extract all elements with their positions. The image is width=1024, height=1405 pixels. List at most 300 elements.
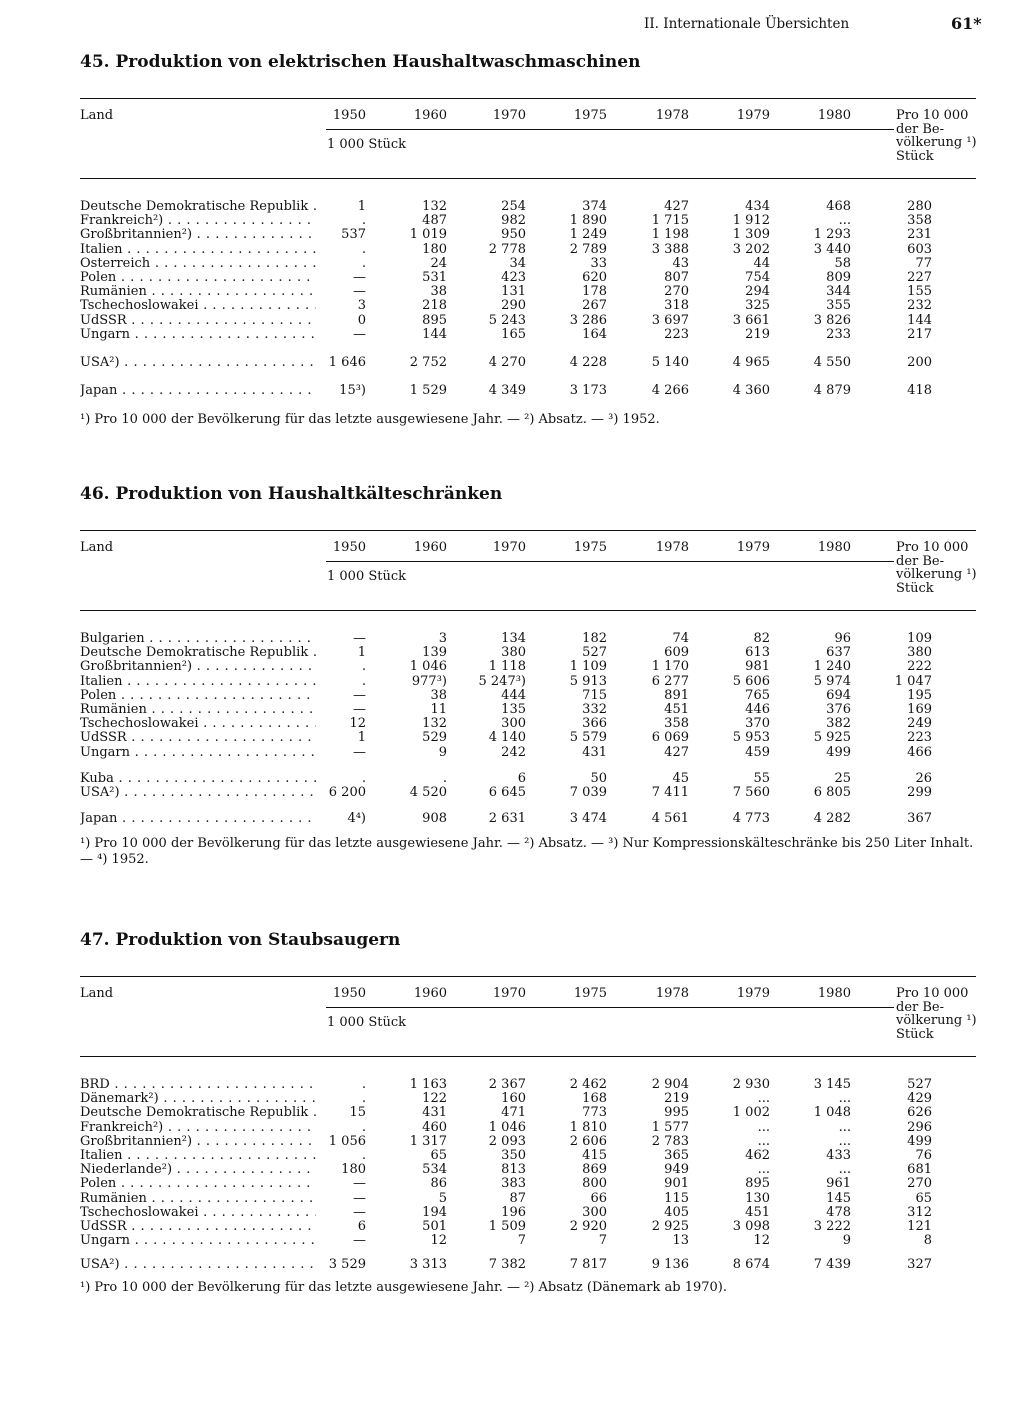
row-value: 6 069 <box>651 730 689 746</box>
row-value: 296 <box>907 1119 932 1135</box>
row-value: 65 <box>915 1190 932 1206</box>
table-row <box>80 675 976 689</box>
row-country: USA²) . . . <box>80 1258 316 1272</box>
row-value: 25 <box>834 770 851 786</box>
row-value: 3 529 <box>328 1257 366 1273</box>
column-header-year: 1975 <box>573 108 607 123</box>
row-value: 6 <box>517 770 526 786</box>
row-value: 9 <box>842 1233 851 1249</box>
row-value: 4 550 <box>813 355 851 370</box>
row-value: 222 <box>907 659 932 675</box>
row-value: 869 <box>582 1162 607 1178</box>
row-value: 4 773 <box>732 811 770 827</box>
row-value: — <box>353 1204 366 1220</box>
column-header-year: 1975 <box>573 540 607 555</box>
unit-label: 1 000 Stück <box>327 137 407 152</box>
row-value: 318 <box>664 298 689 314</box>
row-value: 374 <box>582 199 607 214</box>
table-row <box>80 1234 976 1248</box>
row-value: 169 <box>907 702 932 717</box>
row-value: 227 <box>907 270 932 285</box>
table-row <box>80 228 976 242</box>
row-value: 139 <box>422 645 447 661</box>
row-value: 217 <box>907 326 932 342</box>
column-header-land: Land <box>80 108 114 123</box>
row-value: 8 <box>923 1233 932 1249</box>
row-value: 5 579 <box>569 730 607 746</box>
row-value: 800 <box>582 1176 607 1192</box>
row-value: 977³) <box>411 673 447 689</box>
row-value: 5 606 <box>732 673 770 689</box>
table-row <box>80 299 976 313</box>
row-value: 1 056 <box>328 1133 366 1149</box>
table-title: 45. Produktion von elektrischen Haushaltwaschmaschinen <box>80 52 641 72</box>
row-value: 2 925 <box>651 1219 689 1234</box>
row-value: 895 <box>422 312 447 328</box>
row-country: Italien . . . <box>80 1149 316 1163</box>
row-value: 754 <box>745 270 770 285</box>
row-value: 478 <box>826 1204 851 1220</box>
row-value: 1 118 <box>488 659 526 675</box>
row-value: 5 953 <box>732 730 770 746</box>
row-value: 270 <box>907 1176 932 1192</box>
row-value: 380 <box>907 645 932 661</box>
row-value: 178 <box>582 284 607 300</box>
row-value: 4 282 <box>813 811 851 827</box>
row-value: 122 <box>422 1091 447 1107</box>
row-value: 87 <box>509 1190 526 1206</box>
row-value: ... <box>757 1119 770 1135</box>
row-value: ... <box>838 213 851 229</box>
column-header-per-capita: Pro 10 000 der Be- völkerung ¹) Stück <box>896 986 977 1042</box>
row-country: UdSSR . . . <box>80 731 316 745</box>
row-value: 165 <box>501 326 526 342</box>
table-row <box>80 1206 976 1220</box>
row-value: ... <box>757 1091 770 1107</box>
row-country: Frankreich²) . . . <box>80 214 316 228</box>
row-value: 460 <box>422 1119 447 1135</box>
row-value: 4 266 <box>651 383 689 399</box>
row-value: — <box>353 702 366 717</box>
row-value: 961 <box>826 1176 851 1192</box>
row-country: Niederlande²) . . . <box>80 1163 316 1177</box>
row-value: 160 <box>501 1091 526 1107</box>
table-1 <box>80 52 976 452</box>
table-row <box>80 1177 976 1191</box>
row-value: 5 925 <box>813 730 851 746</box>
table-row <box>80 746 976 760</box>
header-top-rule <box>80 98 976 99</box>
column-header-year: 1970 <box>492 986 526 1001</box>
table-row <box>80 1163 976 1177</box>
row-value: 195 <box>907 687 932 703</box>
row-value: 3 222 <box>813 1219 851 1234</box>
row-value: 376 <box>826 702 851 717</box>
row-value: — <box>353 326 366 342</box>
row-value: 949 <box>664 1162 689 1178</box>
row-value: 12 <box>430 1233 447 1249</box>
row-value: ... <box>757 1133 770 1149</box>
table-row <box>80 285 976 299</box>
row-value: 981 <box>745 659 770 675</box>
row-value: 232 <box>907 298 932 314</box>
row-value: — <box>353 631 366 646</box>
row-value: 9 136 <box>651 1257 689 1273</box>
row-value: 6 200 <box>328 785 366 800</box>
table-2 <box>80 484 976 876</box>
row-value: 3 145 <box>813 1077 851 1092</box>
table-row <box>80 717 976 731</box>
row-value: 4 879 <box>813 383 851 399</box>
row-value: 180 <box>341 1162 366 1178</box>
row-value: 1 240 <box>813 659 851 675</box>
row-value: 6 805 <box>813 785 851 800</box>
row-value: 1 249 <box>569 227 607 243</box>
row-value: . <box>361 213 366 229</box>
row-value: 254 <box>501 199 526 214</box>
column-header-land: Land <box>80 986 114 1001</box>
row-value: 807 <box>664 270 689 285</box>
row-value: 182 <box>582 631 607 646</box>
row-country: BRD . . . <box>80 1078 316 1092</box>
row-value: ... <box>838 1119 851 1135</box>
table-footnote: ¹) Pro 10 000 der Bevölkerung für das letzte ausgewiesene Jahr. — ²) Absatz (Dänemark ab 1970). <box>80 1280 727 1295</box>
row-value: 427 <box>664 744 689 760</box>
row-value: . <box>361 255 366 271</box>
row-value: 908 <box>422 811 447 827</box>
unit-label: 1 000 Stück <box>327 569 407 584</box>
row-country: Polen . . . <box>80 1177 316 1191</box>
row-value: 3 202 <box>732 241 770 257</box>
row-country: Großbritannien²) . . . <box>80 660 316 674</box>
row-value: 344 <box>826 284 851 300</box>
row-value: — <box>353 1233 366 1249</box>
row-value: 2 778 <box>488 241 526 257</box>
row-value: 300 <box>582 1204 607 1220</box>
row-value: 6 645 <box>488 785 526 800</box>
row-value: ... <box>838 1162 851 1178</box>
page-number: 61* <box>951 14 982 33</box>
row-value: 223 <box>907 730 932 746</box>
row-value: 471 <box>501 1105 526 1121</box>
row-value: 65 <box>430 1148 447 1163</box>
row-value: 3 <box>438 631 447 646</box>
row-value: 694 <box>826 687 851 703</box>
row-value: 33 <box>590 255 607 271</box>
row-country: Polen . . . <box>80 689 316 703</box>
row-value: 1 046 <box>488 1119 526 1135</box>
row-country: Rumänien . . . <box>80 703 316 717</box>
row-value: 223 <box>664 326 689 342</box>
row-value: 527 <box>907 1077 932 1092</box>
column-header-year: 1970 <box>492 108 526 123</box>
row-value: 4 561 <box>651 811 689 827</box>
row-value: 1 163 <box>409 1077 447 1092</box>
row-value: 4⁴) <box>347 811 366 827</box>
row-value: 459 <box>745 744 770 760</box>
table-row <box>80 1149 976 1163</box>
column-header-year: 1978 <box>655 986 689 1001</box>
column-header-year: 1950 <box>332 986 366 1001</box>
row-value: 115 <box>664 1190 689 1206</box>
row-value: 132 <box>422 199 447 214</box>
row-value: 58 <box>834 255 851 271</box>
row-country: Großbritannien²) . . . <box>80 228 316 242</box>
row-value: 231 <box>907 227 932 243</box>
row-value: 765 <box>745 687 770 703</box>
row-value: 300 <box>501 716 526 732</box>
row-country: Japan . . . <box>80 812 316 826</box>
row-country: Polen . . . <box>80 271 316 285</box>
row-value: 327 <box>907 1257 932 1273</box>
row-value: 12 <box>753 1233 770 1249</box>
row-value: 2 367 <box>488 1077 526 1092</box>
row-value: 2 462 <box>569 1077 607 1092</box>
row-value: 527 <box>582 645 607 661</box>
row-value: 891 <box>664 687 689 703</box>
row-value: — <box>353 687 366 703</box>
row-value: 2 783 <box>651 1133 689 1149</box>
row-value: 1 317 <box>409 1133 447 1149</box>
row-value: 55 <box>753 770 770 786</box>
row-value: 415 <box>582 1148 607 1163</box>
row-value: 9 <box>438 744 447 760</box>
row-value: 24 <box>430 255 447 271</box>
row-value: 2 930 <box>732 1077 770 1092</box>
row-value: 194 <box>422 1204 447 1220</box>
row-value: 950 <box>501 227 526 243</box>
row-country: Bulgarien . . . <box>80 632 316 646</box>
row-value: 164 <box>582 326 607 342</box>
row-value: 626 <box>907 1105 932 1121</box>
table-row <box>80 356 976 370</box>
row-value: 2 752 <box>409 355 447 370</box>
row-value: . <box>361 673 366 689</box>
table-row <box>80 384 976 398</box>
column-header-year: 1970 <box>492 540 526 555</box>
row-value: 3 173 <box>569 383 607 399</box>
row-country: USA²) . . . <box>80 786 316 800</box>
row-value: 2 904 <box>651 1077 689 1092</box>
row-value: 1 715 <box>651 213 689 229</box>
row-value: 196 <box>501 1204 526 1220</box>
row-value: 1 912 <box>732 213 770 229</box>
row-value: 620 <box>582 270 607 285</box>
row-value: 681 <box>907 1162 932 1178</box>
table-row <box>80 812 976 826</box>
column-header-per-capita: Pro 10 000 der Be- völkerung ¹) Stück <box>896 540 977 596</box>
row-country: Dänemark²) . . . <box>80 1092 316 1106</box>
table-3 <box>80 930 976 1320</box>
row-value: 130 <box>745 1190 770 1206</box>
table-row <box>80 703 976 717</box>
row-value: 132 <box>422 716 447 732</box>
row-value: 5 140 <box>651 355 689 370</box>
row-value: 280 <box>907 199 932 214</box>
row-value: — <box>353 1190 366 1206</box>
row-value: 242 <box>501 744 526 760</box>
row-value: 155 <box>907 284 932 300</box>
row-value: 1 646 <box>328 355 366 370</box>
row-value: 3 697 <box>651 312 689 328</box>
row-value: 3 388 <box>651 241 689 257</box>
row-value: 135 <box>501 702 526 717</box>
row-value: 4 360 <box>732 383 770 399</box>
row-value: 1 109 <box>569 659 607 675</box>
column-header-year: 1960 <box>413 986 447 1001</box>
table-row <box>80 314 976 328</box>
row-value: 76 <box>915 1148 932 1163</box>
table-footnote: ¹) Pro 10 000 der Bevölkerung für das letzte ausgewiesene Jahr. — ²) Absatz. — ³) Nur Kompressionskälteschränke bis 250 Liter Inhalt. — ⁴) 1952. <box>80 836 974 867</box>
table-row <box>80 1078 976 1092</box>
row-value: 50 <box>590 770 607 786</box>
row-value: 180 <box>422 241 447 257</box>
row-value: 1 048 <box>813 1105 851 1121</box>
row-value: 4 228 <box>569 355 607 370</box>
row-value: 168 <box>582 1091 607 1107</box>
table-row <box>80 772 976 786</box>
row-value: 1 <box>357 730 366 746</box>
row-value: 290 <box>501 298 526 314</box>
row-value: 7 039 <box>569 785 607 800</box>
row-value: 1 890 <box>569 213 607 229</box>
table-row <box>80 257 976 271</box>
row-value: 299 <box>907 785 932 800</box>
row-value: 12 <box>349 716 366 732</box>
row-value: ... <box>838 1133 851 1149</box>
table-row <box>80 660 976 674</box>
running-head: II. Internationale Übersichten <box>644 16 850 32</box>
row-value: . <box>361 1091 366 1107</box>
row-value: 144 <box>907 312 932 328</box>
row-country: Frankreich²) . . . <box>80 1121 316 1135</box>
row-value: 537 <box>341 227 366 243</box>
row-value: 451 <box>664 702 689 717</box>
row-value: 44 <box>753 255 770 271</box>
row-value: — <box>353 270 366 285</box>
row-value: 405 <box>664 1204 689 1220</box>
row-value: 2 606 <box>569 1133 607 1149</box>
row-value: 5 <box>438 1190 447 1206</box>
column-header-land: Land <box>80 540 114 555</box>
row-value: 466 <box>907 744 932 760</box>
row-value: 609 <box>664 645 689 661</box>
row-value: 383 <box>501 1176 526 1192</box>
table-row <box>80 632 976 646</box>
row-value: 462 <box>745 1148 770 1163</box>
row-value: 451 <box>745 1204 770 1220</box>
row-value: 38 <box>430 284 447 300</box>
column-header-year: 1980 <box>817 108 851 123</box>
row-value: 4 349 <box>488 383 526 399</box>
table-row <box>80 328 976 342</box>
row-value: 15³) <box>339 383 366 399</box>
row-value: 26 <box>915 770 932 786</box>
row-value: . <box>361 241 366 257</box>
column-header-year: 1980 <box>817 986 851 1001</box>
table-row <box>80 1135 976 1149</box>
row-country: Ungarn . . . <box>80 328 316 342</box>
row-value: 367 <box>907 811 932 827</box>
row-value: 1 <box>357 199 366 214</box>
row-value: 637 <box>826 645 851 661</box>
row-country: Deutsche Demokratische Republik . . . <box>80 200 316 214</box>
row-country: Großbritannien²) . . . <box>80 1135 316 1149</box>
row-value: 433 <box>826 1148 851 1163</box>
row-value: 5 247³) <box>478 673 526 689</box>
row-value: 3 <box>357 298 366 314</box>
row-value: 3 826 <box>813 312 851 328</box>
row-value: 358 <box>907 213 932 229</box>
unit-label: 1 000 Stück <box>327 1015 407 1030</box>
row-value: 11 <box>430 702 447 717</box>
row-value: — <box>353 284 366 300</box>
row-value: 382 <box>826 716 851 732</box>
table-row <box>80 243 976 257</box>
row-value: 109 <box>907 631 932 646</box>
row-value: 380 <box>501 645 526 661</box>
row-country: UdSSR . . . <box>80 314 316 328</box>
row-value: 312 <box>907 1204 932 1220</box>
row-value: 358 <box>664 716 689 732</box>
row-value: 34 <box>509 255 526 271</box>
row-value: . <box>361 1077 366 1092</box>
subheader-rule <box>326 561 894 562</box>
row-value: 45 <box>672 770 689 786</box>
row-country: Ungarn . . . <box>80 1234 316 1248</box>
row-value: 487 <box>422 213 447 229</box>
row-value: 2 093 <box>488 1133 526 1149</box>
row-value: 219 <box>745 326 770 342</box>
row-country: Österreich . . . <box>80 257 316 271</box>
row-value: 1 019 <box>409 227 447 243</box>
row-value: 3 286 <box>569 312 607 328</box>
header-bottom-rule <box>80 1056 976 1057</box>
row-value: 2 631 <box>488 811 526 827</box>
row-country: Deutsche Demokratische Republik . . . <box>80 1106 316 1120</box>
row-value: 7 560 <box>732 785 770 800</box>
row-value: 1 046 <box>409 659 447 675</box>
row-value: 499 <box>826 744 851 760</box>
row-value: . <box>361 770 366 786</box>
row-country: Deutsche Demokratische Republik . . . <box>80 646 316 660</box>
row-value: 267 <box>582 298 607 314</box>
table-title: 47. Produktion von Staubsaugern <box>80 930 401 950</box>
table-row <box>80 271 976 285</box>
row-value: 431 <box>582 744 607 760</box>
row-country: Japan . . . <box>80 384 316 398</box>
row-value: 809 <box>826 270 851 285</box>
row-value: 144 <box>422 326 447 342</box>
row-value: 145 <box>826 1190 851 1206</box>
column-header-year: 1978 <box>655 540 689 555</box>
row-value: 895 <box>745 1176 770 1192</box>
row-value: 6 277 <box>651 673 689 689</box>
row-value: 2 789 <box>569 241 607 257</box>
row-value: 468 <box>826 199 851 214</box>
row-value: 350 <box>501 1148 526 1163</box>
row-value: 1 509 <box>488 1219 526 1234</box>
header-bottom-rule <box>80 610 976 611</box>
table-row <box>80 1092 976 1106</box>
row-value: 219 <box>664 1091 689 1107</box>
row-value: 43 <box>672 255 689 271</box>
row-value: 613 <box>745 645 770 661</box>
row-value: 66 <box>590 1190 607 1206</box>
column-header-year: 1978 <box>655 108 689 123</box>
row-country: Ungarn . . . <box>80 746 316 760</box>
row-value: 7 439 <box>813 1257 851 1273</box>
